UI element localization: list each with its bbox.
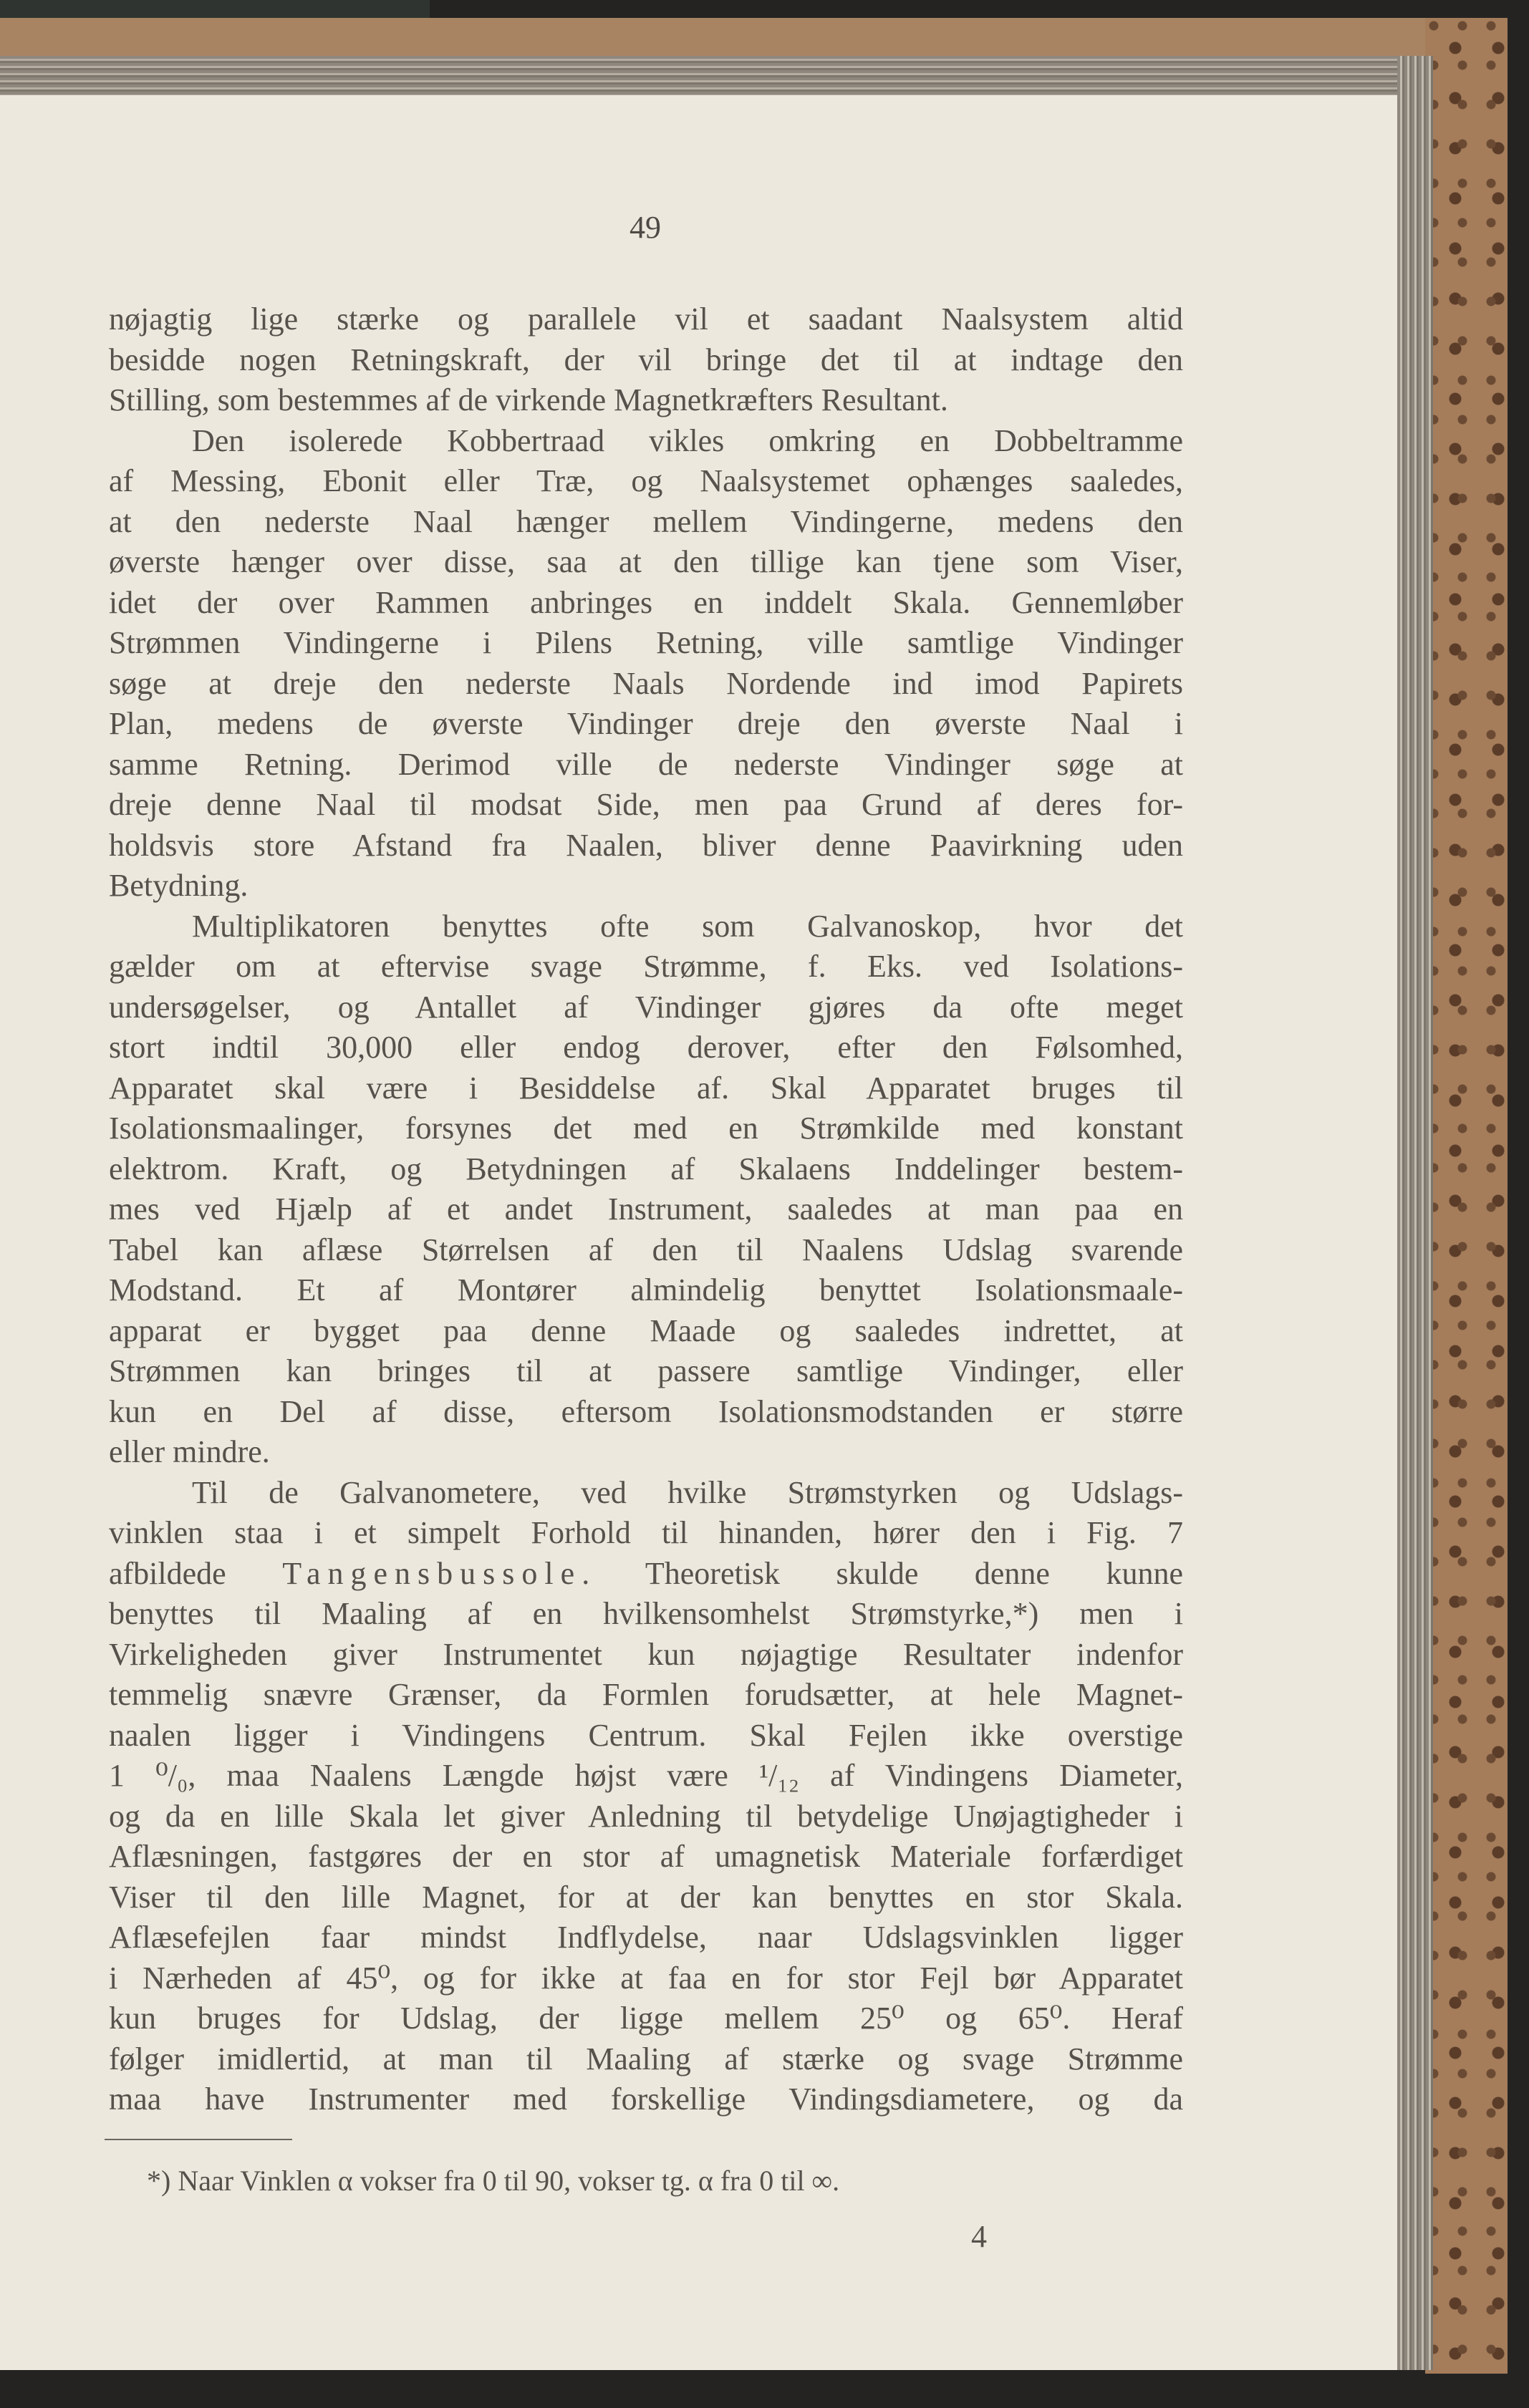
page-edges-right	[1397, 56, 1433, 2370]
text-line: følger imidlertid, at man til Maaling af stærke og svage Strømme	[109, 2041, 1183, 2076]
text-line: undersøgelser, og Antallet af Vindinger gjøres da ofte meget	[109, 989, 1183, 1025]
text-line: i Nærheden af 45⁰, og for ikke at faa en for stor Fejl bør Apparatet	[109, 1960, 1183, 1996]
text-line: Betydning.	[109, 868, 249, 903]
text-line: Strømmen kan bringes til at passere samtlige Vindinger, eller	[109, 1353, 1183, 1388]
text-line: Viser til den lille Magnet, for at der kan benyttes en stor Skala.	[109, 1879, 1183, 1915]
text-line: Aflæsefejlen faar mindst Indflydelse, naar Udslagsvinklen ligger	[109, 1920, 1183, 1955]
text-line: Strømmen Vindingerne i Pilens Retning, ville samtlige Vindinger	[109, 625, 1183, 660]
text-line: nøjagtig lige stærke og parallele vil et saadant Naalsystem altid	[109, 301, 1183, 337]
footnote-rule	[105, 2139, 292, 2140]
text-line: 1 ⁰/₀, maa Naalens Længde højst være ¹/₁₂ af Vindingens Diameter,	[109, 1758, 1183, 1793]
text-line: vinklen staa i et simpelt Forhold til hinanden, hører den i Fig. 7	[109, 1515, 1183, 1550]
book-cover-top	[0, 18, 1439, 57]
footnote: *) Naar Vinklen α vokser fra 0 til 90, vokser tg. α fra 0 til ∞.	[147, 2165, 840, 2197]
text-line: Isolationsmaalinger, forsynes det med en Strømkilde med konstant	[109, 1111, 1183, 1146]
text-line: og da en lille Skala let giver Anledning til betydelige Unøjagtigheder i	[109, 1798, 1183, 1834]
text-line: Apparatet skal være i Besiddelse af. Skal Apparatet bruges til	[109, 1070, 1183, 1106]
text-line: Virkeligheden giver Instrumentet kun nøjagtige Resultater indenfor	[109, 1636, 1183, 1672]
text-line: stort indtil 30,000 eller endog derover, efter den Følsomhed,	[109, 1030, 1183, 1065]
spaced-term: Tangensbussole	[282, 1555, 582, 1591]
text-line: samme Retning. Derimod ville de nederste Vindinger søge at	[109, 746, 1183, 782]
text-line: Den isolerede Kobbertraad vikles omkring en Dobbeltramme	[192, 422, 1183, 458]
text-line: apparat er bygget paa denne Maade og saaledes indrettet, at	[109, 1312, 1183, 1348]
text-line: kun en Del af disse, eftersom Isolationsmodstanden er større	[109, 1393, 1183, 1429]
text-line: Stilling, som bestemmes af de virkende Magnetkræfters Resultant.	[109, 382, 948, 417]
text-line: søge at dreje den nederste Naals Nordende ind imod Papirets	[109, 665, 1183, 701]
text-line: benyttes til Maaling af en hvilkensomhelst Strømstyrke,*) men i	[109, 1596, 1183, 1631]
text-line: mes ved Hjælp af et andet Instrument, saaledes at man paa en	[109, 1191, 1183, 1227]
text-line: naalen ligger i Vindingens Centrum. Skal Fejlen ikke overstige	[109, 1717, 1183, 1753]
text-line: at den nederste Naal hænger mellem Vindingerne, medens den	[109, 503, 1183, 539]
text-line: af Messing, Ebonit eller Træ, og Naalsystemet ophænges saaledes,	[109, 463, 1183, 498]
text-line: idet der over Rammen anbringes en inddelt Skala. Gennemløber	[109, 584, 1183, 620]
text-line: Aflæsningen, fastgøres der en stor af umagnetisk Materiale forfærdiget	[109, 1839, 1183, 1874]
text-line: elektrom. Kraft, og Betydningen af Skalaens Inddelinger bestem-	[109, 1151, 1183, 1186]
text-line: temmelig snævre Grænser, da Formlen forudsætter, at hele Magnet-	[109, 1677, 1183, 1712]
text-line: besidde nogen Retningskraft, der vil bringe det til at indtage den	[109, 342, 1183, 377]
book-cover-marbled	[1425, 18, 1508, 2374]
text-line: Til de Galvanometere, ved hvilke Strømstyrken og Udslags-	[192, 1474, 1183, 1510]
page-edges-top	[0, 56, 1429, 95]
text-line: Multiplikatoren benyttes ofte som Galvanoskop, hvor det	[192, 908, 1183, 944]
text-line: Modstand. Et af Montører almindelig benyttet Isolationsmaale-	[109, 1272, 1183, 1307]
text-line: Tabel kan aflæse Størrelsen af den til Naalens Udslag svarende	[109, 1232, 1183, 1267]
text-line: gælder om at eftervise svage Strømme, f. Eks. ved Isolations-	[109, 949, 1183, 984]
text-line: afbildede Tangensbussole. Theoretisk skulde denne kunne	[109, 1555, 1183, 1591]
text-line: dreje denne Naal til modsat Side, men paa Grund af deres for-	[109, 787, 1183, 822]
body-text	[109, 299, 1183, 2120]
text-line: øverste hænger over disse, saa at den tillige kan tjene som Viser,	[109, 544, 1183, 579]
text-line: Plan, medens de øverste Vindinger dreje den øverste Naal i	[109, 706, 1183, 741]
signature-mark: 4	[971, 2219, 987, 2254]
text-line: holdsvis store Afstand fra Naalen, bliver denne Paavirkning uden	[109, 827, 1183, 863]
page-number: 49	[630, 210, 661, 245]
text-line: maa have Instrumenter med forskellige Vindingsdiametere, og da	[109, 2081, 1183, 2117]
text-line: eller mindre.	[109, 1434, 270, 1469]
text-line: kun bruges for Udslag, der ligge mellem 25⁰ og 65⁰. Heraf	[109, 2001, 1183, 2036]
